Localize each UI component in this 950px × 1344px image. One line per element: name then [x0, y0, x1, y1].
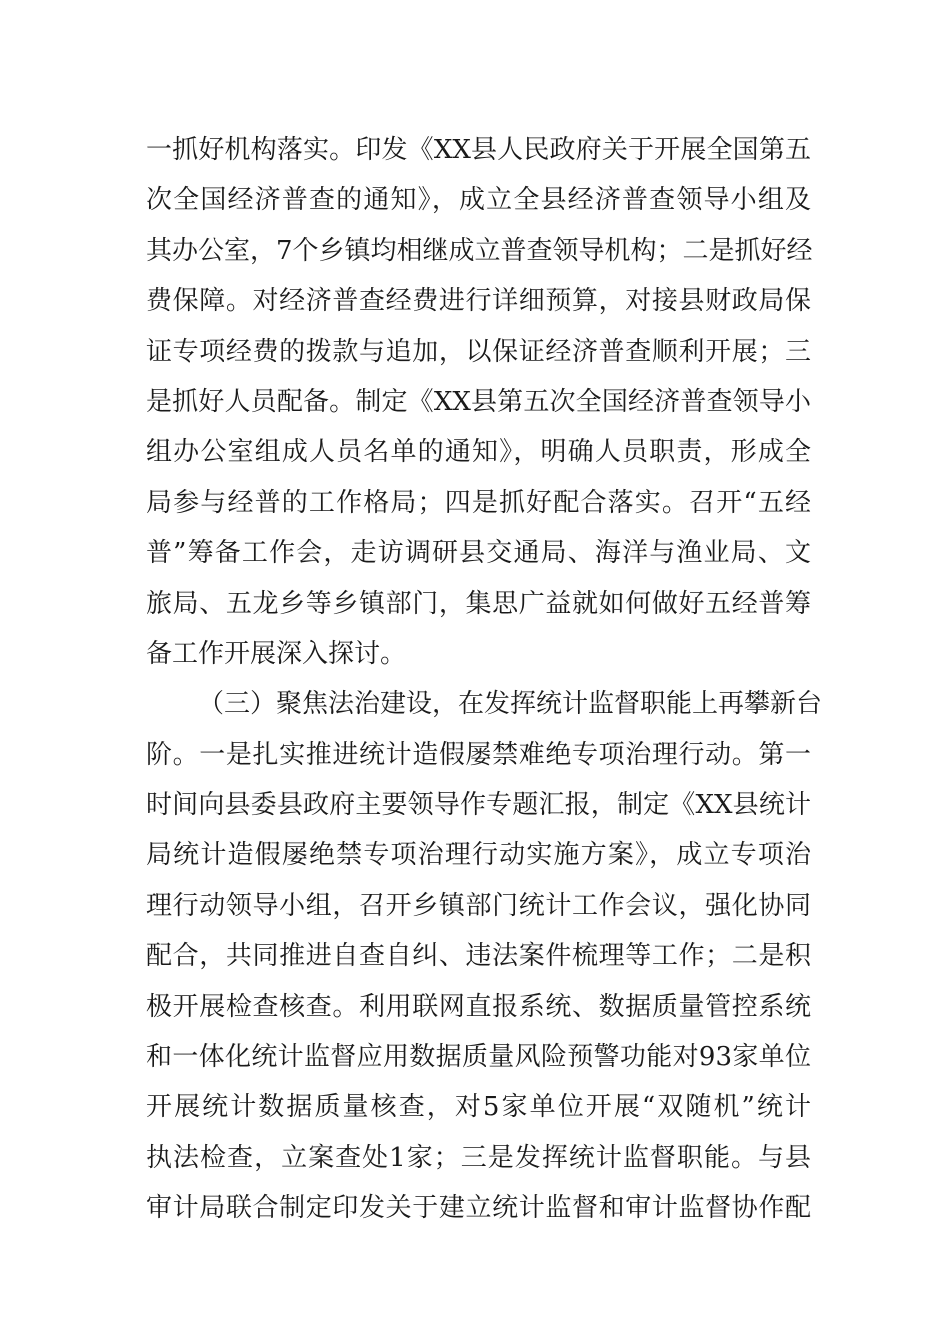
text-line: 执法检查，立案查处1家；三是发挥统计监督职能。与县	[146, 1142, 811, 1173]
text-line: 是抓好人员配备。制定《XX县第五次全国经济普查领导小	[146, 386, 811, 417]
text-line: 局统计造假屡绝禁专项治理行动实施方案》，成立专项治	[146, 840, 811, 871]
paragraph-end-line: 备工作开展深入探讨。	[146, 638, 407, 669]
text-line: 费保障。对经济普查经费进行详细预算，对接县财政局保	[146, 286, 811, 317]
text-line: 理行动领导小组，召开乡镇部门统计工作会议，强化协同	[146, 890, 811, 921]
text-line: 一抓好机构落实。印发《XX县人民政府关于开展全国第五	[146, 135, 811, 165]
text-line: 审计局联合制定印发关于建立统计监督和审计监督协作配	[146, 1193, 811, 1224]
text-line: 普”筹备工作会，走访调研县交通局、海洋与渔业局、文	[146, 538, 811, 569]
body-text	[146, 125, 823, 1234]
text-line: 组办公室组成人员名单的通知》，明确人员职责，形成全	[146, 437, 811, 468]
text-line: 阶。一是扎实推进统计造假屡禁难绝专项治理行动。第一	[146, 739, 811, 770]
text-line: 旅局、五龙乡等乡镇部门，集思广益就如何做好五经普筹	[146, 588, 811, 619]
text-line: 和一体化统计监督应用数据质量风险预警功能对93家单位	[146, 1042, 811, 1073]
text-line: 局参与经普的工作格局；四是抓好配合落实。召开“五经	[146, 487, 811, 518]
text-line: 证专项经费的拨款与追加，以保证经济普查顺利开展；三	[146, 336, 811, 367]
text-line: 配合，共同推进自查自纠、违法案件梳理等工作；二是积	[146, 941, 811, 972]
text-line: 开展统计数据质量核查，对5家单位开展“双随机”统计	[146, 1092, 811, 1123]
text-line: 时间向县委县政府主要领导作专题汇报，制定《XX县统计	[146, 790, 811, 821]
text-line: 次全国经济普查的通知》，成立全县经济普查领导小组及	[146, 185, 811, 216]
text-line: 极开展检查核查。利用联网直报系统、数据质量管控系统	[146, 991, 811, 1022]
section-heading-line: （三）聚焦法治建设，在发挥统计监督职能上再攀新台	[198, 689, 823, 720]
text-line: 其办公室，7个乡镇均相继成立普查领导机构；二是抓好经	[146, 235, 813, 266]
